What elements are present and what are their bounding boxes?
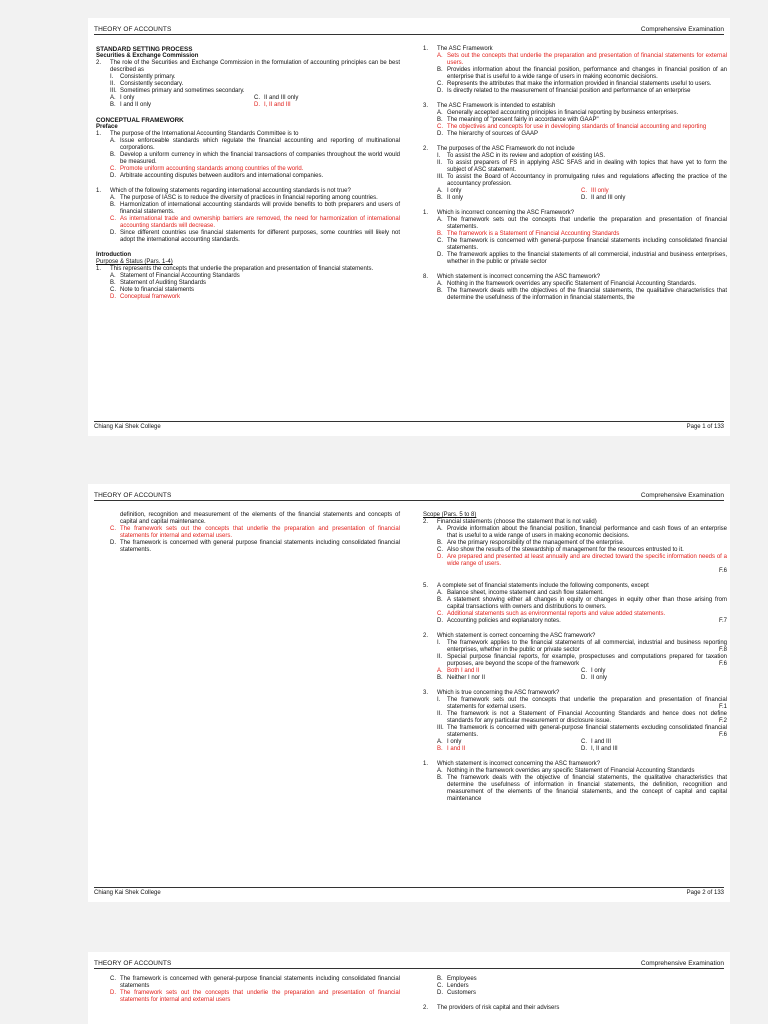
correct-answer: D. Conceptual framework [110, 294, 181, 300]
paragraph-reference: F.6 [718, 568, 727, 574]
option: A. The framework sets out the concepts that underlie the preparation and presentation of financial statements. [437, 217, 727, 230]
correct-answer: A. Sets out the concepts that underlie the preparation and presentation of financial statements for external users. [437, 53, 727, 66]
option: B. A statement showing either all changes in equity or changes in equity other than those arising from capital transactions with owners and distributions to owners. [437, 597, 727, 610]
option: A. Provide information about the financial position, financial performance and cash flows of an enterprise that is useful to a wide range of users in making economic decisions. [437, 526, 727, 539]
continued-text: definition, recognition and measurement of the elements of the financial statements and concepts of capital and capital maintenance. [120, 512, 400, 525]
question: 2. Which statement is correct concerning the ASC framework? [423, 633, 596, 639]
question: 2. The purposes of the ASC Framework do not include [423, 146, 575, 152]
option: B. The framework deals with the objectives of the financial statements, the qualitative characteristics that determine the usefulness of the information in financial statements, the [437, 288, 727, 301]
question: 1. Which is incorrect concerning the ASC Framework? [423, 210, 575, 216]
right-column [423, 46, 727, 302]
roman-option: III. To assist the Board of Accountancy in promulgating rules and regulations affecting the practice of the accountancy profession. [437, 174, 727, 187]
option: B. Employees [437, 976, 477, 982]
question: 1. This represents the concepts that underlie the preparation and presentation of financial statements. [96, 266, 374, 272]
roman-option: II. To assist preparers of FS in applying ASC SFAS and in dealing with topics that have yet to form the subject of ASC statement. [437, 160, 727, 173]
paragraph-reference: F.6 [718, 732, 727, 738]
option: C. Also show the results of the stewardship of management for the resources entrusted to it. [437, 547, 684, 553]
paragraph-reference: F.6 [718, 661, 727, 667]
question: 1. Which of the following statements regarding international accounting standards is not true? [96, 188, 351, 194]
header-course-title: THEORY OF ACCOUNTS [94, 960, 172, 967]
footer-school: Chiang Kai Shek College [94, 424, 161, 430]
correct-answer: C. As international trade and ownership barriers are removed, the need for harmonization of international accounting standards will decrease. [110, 216, 400, 229]
correct-answer: C. Additional statements such as environmental reports and value added statements. [437, 611, 666, 617]
section-title: STANDARD SETTING PROCESS [96, 46, 193, 53]
page-header [94, 26, 724, 35]
roman-option: I. The framework applies to the financial statements of all commercial, industrial and business reporting enterprises, whether in the public or private sector F.8 [437, 640, 727, 653]
header-exam-title: Comprehensive Examination [640, 26, 724, 33]
question: 1. The purpose of the International Accounting Standards Committee is to [96, 131, 299, 137]
page-header [94, 492, 724, 501]
paragraph-reference: F.1 [718, 704, 727, 710]
paragraph-reference: F.2 [718, 718, 727, 724]
section-subtitle: Scope (Pars. 5 to 8) [423, 512, 477, 518]
option: B. Are the primary responsibility of the management of the enterprise. [437, 540, 625, 546]
section-subtitle: Securities & Exchange Commission [96, 53, 199, 59]
page-header [94, 960, 724, 969]
correct-answer: C. The framework sets out the concepts that underlie the preparation and presentation of financial statements for internal and external users. [110, 526, 400, 539]
roman-option: II. Special purpose financial reports, for example, prospectuses and computations prepared for taxation purposes, are beyond the scope of the framework F.6 [437, 654, 727, 667]
question: 1. The ASC Framework [423, 46, 493, 52]
question: 2. The role of the Securities and Exchange Commission in the formulation of accounting principles can be best described as [96, 60, 400, 73]
option: C. The framework is concerned with general-purpose financial statements including consolidated financial statements. [437, 238, 727, 251]
reference-line [423, 568, 727, 575]
question: 1. Which statement is incorrect concerning the ASC framework? [423, 761, 601, 767]
answer-row: A. I only C. III only [423, 188, 727, 195]
paragraph-reference: F.8 [718, 647, 727, 653]
correct-answer: C. The objectives and concepts for use in developing standards of financial accounting and reporting [437, 124, 707, 130]
question: 3. Which is true concerning the ASC framework? [423, 690, 560, 696]
option: B. Harmonization of international accounting standards will provide benefits to both preparers and users of financial statements. [110, 202, 400, 215]
answer-row: B. I and II only D. I, II and III [96, 102, 400, 109]
answer-row: B. II only D. II and III only [437, 195, 626, 201]
option: C. Note to financial statements [110, 287, 195, 293]
page-1 [88, 18, 730, 436]
question: 2. The providers of risk capital and their advisers [423, 1005, 560, 1011]
option: A. Statement of Financial Accounting Standards [110, 273, 240, 279]
option: D. Accounting policies and explanatory notes. F.7 [437, 618, 727, 624]
page-number: Page 2 of 133 [686, 890, 724, 896]
page-3 [88, 952, 730, 1024]
roman-option: I. Consistently primary. [110, 74, 176, 80]
header-course-title: THEORY OF ACCOUNTS [94, 26, 172, 33]
answer-row: A. I only C. II and III only [110, 95, 299, 101]
option: A. The purpose of IASC is to reduce the diversity of practices in financial reporting among countries. [110, 195, 378, 201]
option: D. The hierarchy of sources of GAAP [437, 131, 539, 137]
right-column [423, 512, 727, 803]
roman-option: I. The framework sets out the concepts that underlie the preparation and presentation of financial statements for external users. F.1 [437, 697, 727, 710]
correct-answer: B. I and II [437, 746, 466, 752]
roman-option: I. To assist the ASC in its review and adoption of existing IAS. [437, 153, 606, 159]
option: D. The framework applies to the financial statements of all commercial, industrial and business enterprises, whether in the public or private sector [437, 252, 727, 265]
option: B. Develop a uniform currency in which the financial transactions of companies throughout the world would be measured. [110, 152, 400, 165]
section-subtitle: Purpose & Status (Pars. 1-4) [96, 259, 173, 265]
correct-answer: A. Both I and II [437, 668, 480, 674]
section-subtitle: Preface [96, 124, 118, 130]
option: C. Lenders [437, 983, 469, 989]
option: D. The framework is concerned with general purpose financial statements including consolidated financial statements. [110, 540, 400, 553]
roman-option: II. Consistently secondary. [110, 81, 184, 87]
option: A. Nothing in the framework overrides any specific Statement of Financial Accounting Standards [437, 768, 695, 774]
paragraph-reference: F.7 [718, 618, 727, 624]
question: 5. A complete set of financial statements include the following components, except [423, 583, 649, 589]
left-column [96, 512, 400, 554]
option: D. Arbitrate accounting disputes between auditors and international companies. [110, 173, 324, 179]
question: 3. The ASC Framework is intended to establish [423, 103, 556, 109]
option: A. Generally accepted accounting principles in financial reporting by business enterprises. [437, 110, 679, 116]
page-footer [94, 887, 724, 896]
answer-row: B. Neither I nor II D. II only [437, 675, 608, 681]
page-2 [88, 484, 730, 902]
option: B. Statement of Auditing Standards [110, 280, 207, 286]
correct-answer: B. The framework is a Statement of Financial Accounting Standards [437, 231, 620, 237]
option: C. Represents the attributes that make the information provided in financial statements useful to users. [437, 81, 712, 87]
option: B. Provides information about the financial position, performance and changes in financial position of an enterprise that is useful to a wide range of users in making economic decisions. [437, 67, 727, 80]
answer-row: A. Both I and II C. I only [437, 668, 606, 674]
page-number: Page 1 of 133 [686, 424, 724, 430]
roman-option: III. The framework is concerned with general-purpose financial statements excluding consolidated financial statements. F.6 [437, 725, 727, 738]
option: C. The framework is concerned with general-purpose financial statements including consolidated financial statements [110, 976, 400, 989]
option: D. Customers [437, 990, 477, 996]
option: D. Since different countries use financial statements for different purposes, some countries will likely not adopt the international accounting standards. [110, 230, 400, 243]
section-title: Introduction [96, 252, 131, 258]
header-exam-title: Comprehensive Examination [640, 492, 724, 499]
correct-answer: D. Are prepared and presented at least annually and are directed toward the specific information needs of a wide range of users. [437, 554, 727, 567]
correct-answer: C. III only [581, 188, 609, 194]
correct-answer: D. The framework sets out the concepts that underlie the preparation and presentation of financial statements for internal and external users [110, 990, 400, 1003]
roman-option: II. The framework is not a Statement of Financial Accounting Standards and hence does not define standards for any particular measurement or disclosure issue. F.2 [437, 711, 727, 724]
question: 8. Which statement is incorrect concerning the ASC framework? [423, 274, 601, 280]
option: A. Balance sheet, income statement and cash flow statement. [437, 590, 604, 596]
option: B. The meaning of "present fairly in accordance with GAAP" [437, 117, 599, 123]
page-footer [94, 421, 724, 430]
roman-option: III. Sometimes primary and sometimes secondary. [110, 88, 245, 94]
answer-row: B. I and II D. I, II and III [437, 746, 618, 752]
option: B. The framework deals with the objective of financial statements, the qualitative characteristics that determine the usefulness of information in financial statements, the definition, recognition and measurement of the elements of the financial statements, and the concept of capital and capital maintenance [437, 775, 727, 802]
option: A. Nothing in the framework overrides any specific Statement of Financial Accounting Standards. [437, 281, 697, 287]
right-column [423, 976, 727, 1012]
header-course-title: THEORY OF ACCOUNTS [94, 492, 172, 499]
question: 2. Financial statements (choose the statement that is not valid) [423, 519, 597, 525]
option: D. Is directly related to the measurement of financial position and performance of an enterprise [437, 88, 691, 94]
correct-answer: C. Promote uniform accounting standards among countries of the world. [110, 166, 304, 172]
correct-answer: D. I, II and III [254, 102, 291, 108]
section-title: CONCEPTUAL FRAMEWORK [96, 117, 184, 124]
option: A. Issue enforceable standards which regulate the financial accounting and reporting of multinational corporations. [110, 138, 400, 151]
answer-row: A. I only C. I and III [437, 739, 612, 745]
left-column [96, 46, 400, 301]
left-column [96, 976, 400, 1004]
header-exam-title: Comprehensive Examination [640, 960, 724, 967]
footer-school: Chiang Kai Shek College [94, 890, 161, 896]
